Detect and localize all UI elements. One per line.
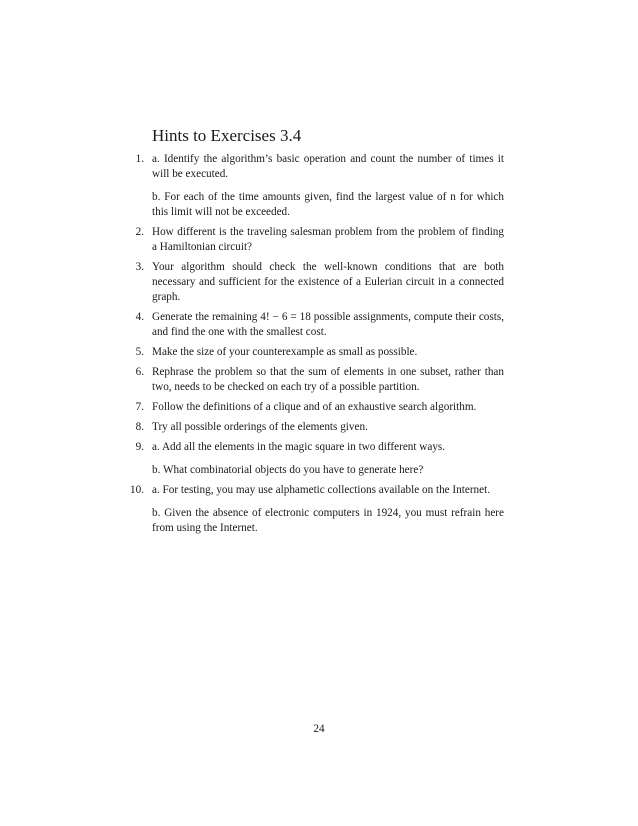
hint-item [135, 260, 504, 305]
hint-item [135, 400, 504, 415]
hint-number: 1. [135, 153, 144, 165]
hint-item [135, 310, 504, 340]
hint-paragraph: b. For each of the time amounts given, find the largest value of n for which this limit will not be exceeded. [152, 191, 504, 218]
hint-paragraph: Make the size of your counterexample as small as possible. [152, 346, 418, 358]
hint-number: 10. [130, 484, 144, 496]
hint-number: 4. [135, 311, 144, 323]
hint-number: 9. [135, 441, 144, 453]
hint-paragraph: b. What combinatorial objects do you have to generate here? [152, 464, 424, 476]
hint-item [135, 440, 504, 478]
hint-paragraph: a. For testing, you may use alphametic collections available on the Internet. [152, 484, 491, 496]
hint-number: 2. [135, 226, 144, 238]
hint-paragraph: Follow the definitions of a clique and of an exhaustive search algorithm. [152, 401, 477, 413]
hint-item [135, 345, 504, 360]
section-title: Hints to Exercises 3.4 [152, 126, 302, 145]
hint-paragraph: Generate the remaining 4! − 6 = 18 possible assignments, compute their costs, and find the one with the smallest cost. [152, 311, 504, 338]
hint-item [135, 225, 504, 255]
hint-item [135, 152, 504, 220]
hint-number: 5. [135, 346, 144, 358]
hint-paragraph: Your algorithm should check the well-known conditions that are both necessary and sufficient for the existence of a Eulerian circuit in a connected graph. [152, 261, 504, 303]
hint-paragraph: a. Add all the elements in the magic square in two different ways. [152, 441, 446, 453]
hint-paragraph: b. Given the absence of electronic computers in 1924, you must refrain here from using the Internet. [152, 507, 504, 534]
hint-number: 7. [135, 401, 144, 413]
hints-list [130, 152, 504, 541]
hint-number: 8. [135, 421, 144, 433]
hint-number: 6. [135, 366, 144, 378]
hint-item [135, 420, 504, 435]
hint-paragraph: How different is the traveling salesman problem from the problem of finding a Hamiltonian circuit? [152, 226, 504, 253]
hint-item [135, 365, 504, 395]
hint-number: 3. [135, 261, 144, 273]
hint-paragraph: Rephrase the problem so that the sum of elements in one subset, rather than two, needs to be checked on each try of a possible partition. [152, 366, 504, 393]
hint-item [130, 483, 504, 536]
page-number: 24 [313, 723, 325, 735]
hint-paragraph: Try all possible orderings of the elements given. [152, 421, 368, 433]
hint-paragraph: a. Identify the algorithm’s basic operation and count the number of times it will be executed. [152, 153, 504, 180]
